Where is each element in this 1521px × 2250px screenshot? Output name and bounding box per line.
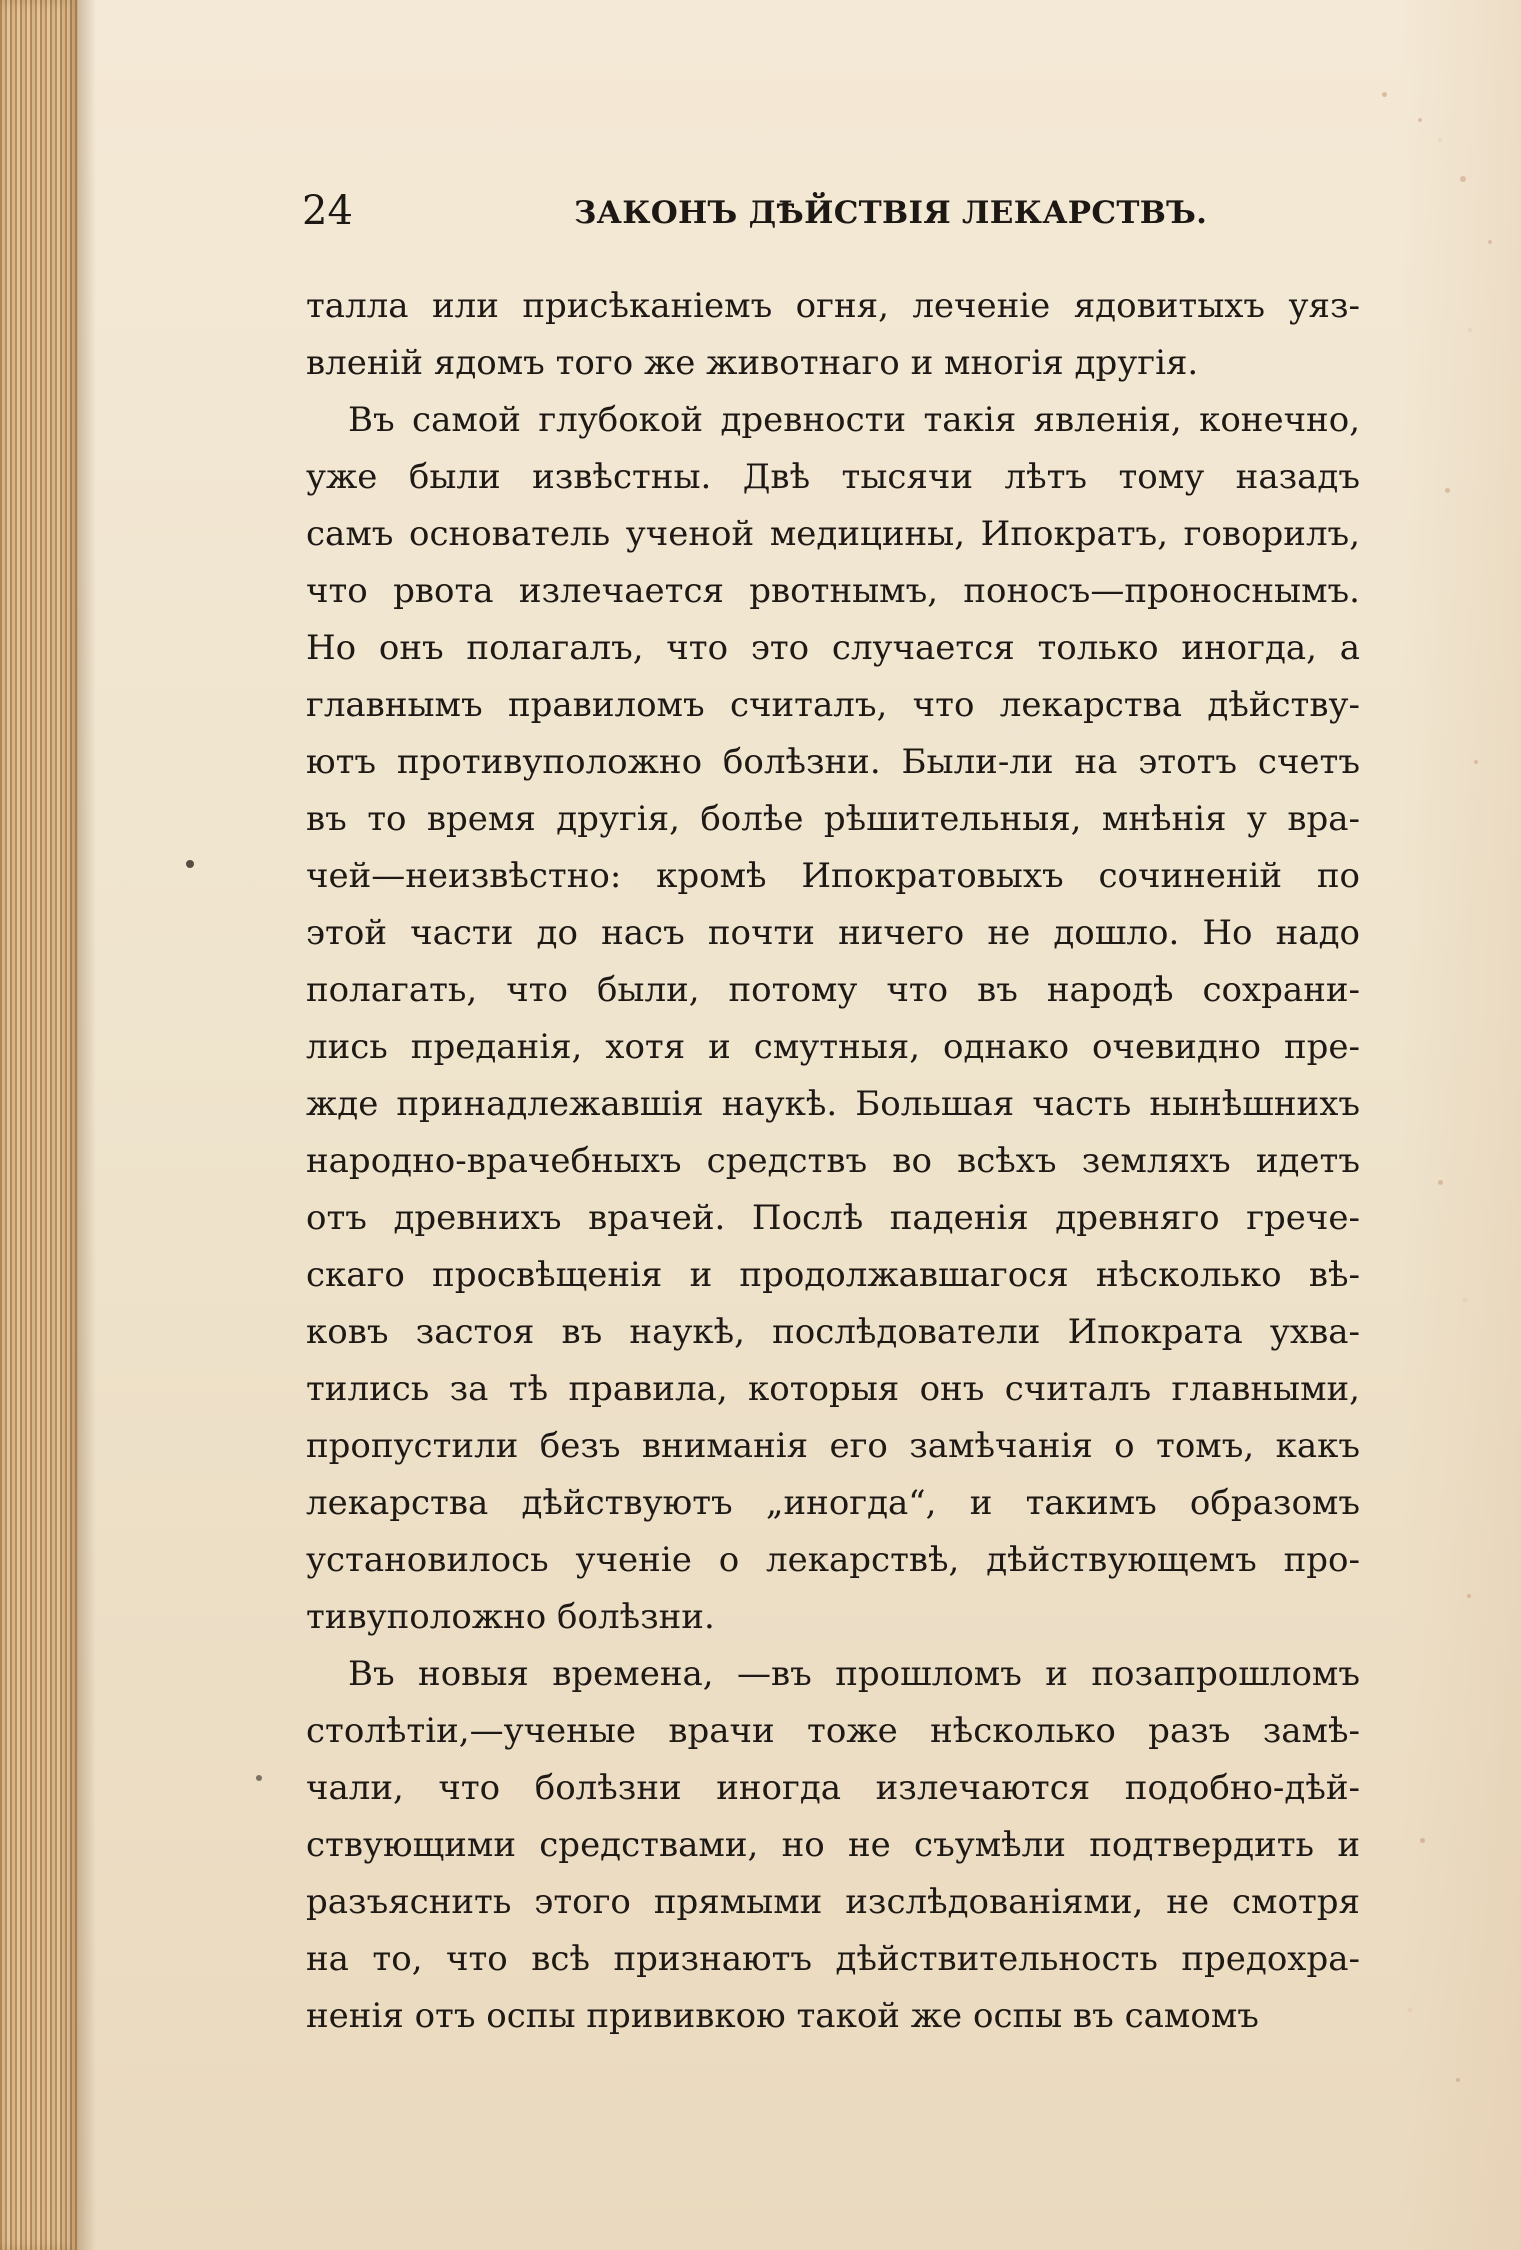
paper-speck — [1438, 1180, 1443, 1185]
text-line: чали, что болѣзни иногда излечаются подобно-дѣй- — [306, 1768, 1360, 1808]
text-line: этой части до насъ почти ничего не дошло. Но надо — [306, 913, 1360, 953]
text-line: Но онъ полагалъ, что это случается только иногда, а — [306, 628, 1360, 668]
page-number: 24 — [302, 188, 353, 234]
book-binding-edge — [0, 0, 78, 2250]
paper-speck — [256, 1775, 262, 1781]
text-line: вленій ядомъ того же животнаго и многія другія. — [306, 343, 1199, 383]
text-line: установилось ученіе о лекарствѣ, дѣйствующемъ про- — [306, 1540, 1360, 1580]
text-line: полагать, что были, потому что въ народѣ сохрани- — [306, 970, 1360, 1010]
paper-speck — [186, 860, 194, 868]
text-line: жде принадлежавшія наукѣ. Большая часть нынѣшнихъ — [306, 1084, 1360, 1124]
text-line: въ то время другія, болѣе рѣшительныя, мнѣнія у вра- — [306, 799, 1360, 839]
paper-speck — [1488, 240, 1492, 244]
paper-speck — [1445, 488, 1450, 493]
text-line: разъяснить этого прямыми изслѣдованіями, не смотря — [306, 1882, 1360, 1922]
text-line: ковъ застоя въ наукѣ, послѣдователи Ипократа ухва- — [306, 1312, 1360, 1352]
text-line: ствующими средствами, но не съумѣли подтвердить и — [306, 1825, 1360, 1865]
text-line: народно-врачебныхъ средствъ во всѣхъ земляхъ идетъ — [306, 1141, 1360, 1181]
text-line: на то, что всѣ признаютъ дѣйствительность предохра- — [306, 1939, 1360, 1979]
text-line: ненія отъ оспы прививкою такой же оспы въ самомъ — [306, 1996, 1259, 2036]
page-header — [302, 185, 1352, 241]
text-line: отъ древнихъ врачей. Послѣ паденія древняго грече- — [306, 1198, 1360, 1238]
binding-shadow — [78, 0, 96, 2250]
paper-speck — [1420, 1838, 1425, 1843]
text-line: чей—неизвѣстно: кромѣ Ипократовыхъ сочиненій по — [306, 856, 1360, 896]
text-line: Въ новыя времена, —въ прошломъ и позапрошломъ — [348, 1654, 1360, 1694]
paper-speck — [1418, 118, 1422, 122]
text-line: Въ самой глубокой древности такія явленія, конечно, — [348, 400, 1360, 440]
paper-speck — [1467, 1594, 1471, 1598]
text-line: пропустили безъ вниманія его замѣчанія о томъ, какъ — [306, 1426, 1360, 1466]
text-line: тивуположно болѣзни. — [306, 1597, 715, 1637]
running-title: ЗАКОНЪ ДѢЙСТВІЯ ЛЕКАРСТВЪ. — [574, 195, 1208, 231]
text-line: главнымъ правиломъ считалъ, что лекарства дѣйству- — [306, 685, 1360, 725]
text-line: лекарства дѣйствуютъ „иногда“, и такимъ образомъ — [306, 1483, 1360, 1523]
body-text — [306, 278, 1360, 2045]
paper-speck — [1460, 176, 1466, 182]
text-line: что рвота излечается рвотнымъ, поносъ—проноснымъ. — [306, 571, 1360, 611]
text-line: скаго просвѣщенія и продолжавшагося нѣсколько вѣ- — [306, 1255, 1360, 1295]
text-line: самъ основатель ученой медицины, Ипократъ, говорилъ, — [306, 514, 1360, 554]
text-line: ютъ противуположно болѣзни. Были-ли на этотъ счетъ — [306, 742, 1360, 782]
paper-speck — [1382, 92, 1387, 97]
text-line: лись преданія, хотя и смутныя, однако очевидно пре- — [306, 1027, 1360, 1067]
paper-speck — [1456, 2078, 1460, 2082]
text-line: тились за тѣ правила, которыя онъ считалъ главными, — [306, 1369, 1360, 1409]
text-line: талла или присѣканіемъ огня, леченіе ядовитыхъ уяз- — [306, 286, 1360, 326]
paper-speck — [1474, 760, 1478, 764]
text-line: уже были извѣстны. Двѣ тысячи лѣтъ тому назадъ — [306, 457, 1360, 497]
text-line: столѣтіи,—ученые врачи тоже нѣсколько разъ замѣ- — [306, 1711, 1360, 1751]
